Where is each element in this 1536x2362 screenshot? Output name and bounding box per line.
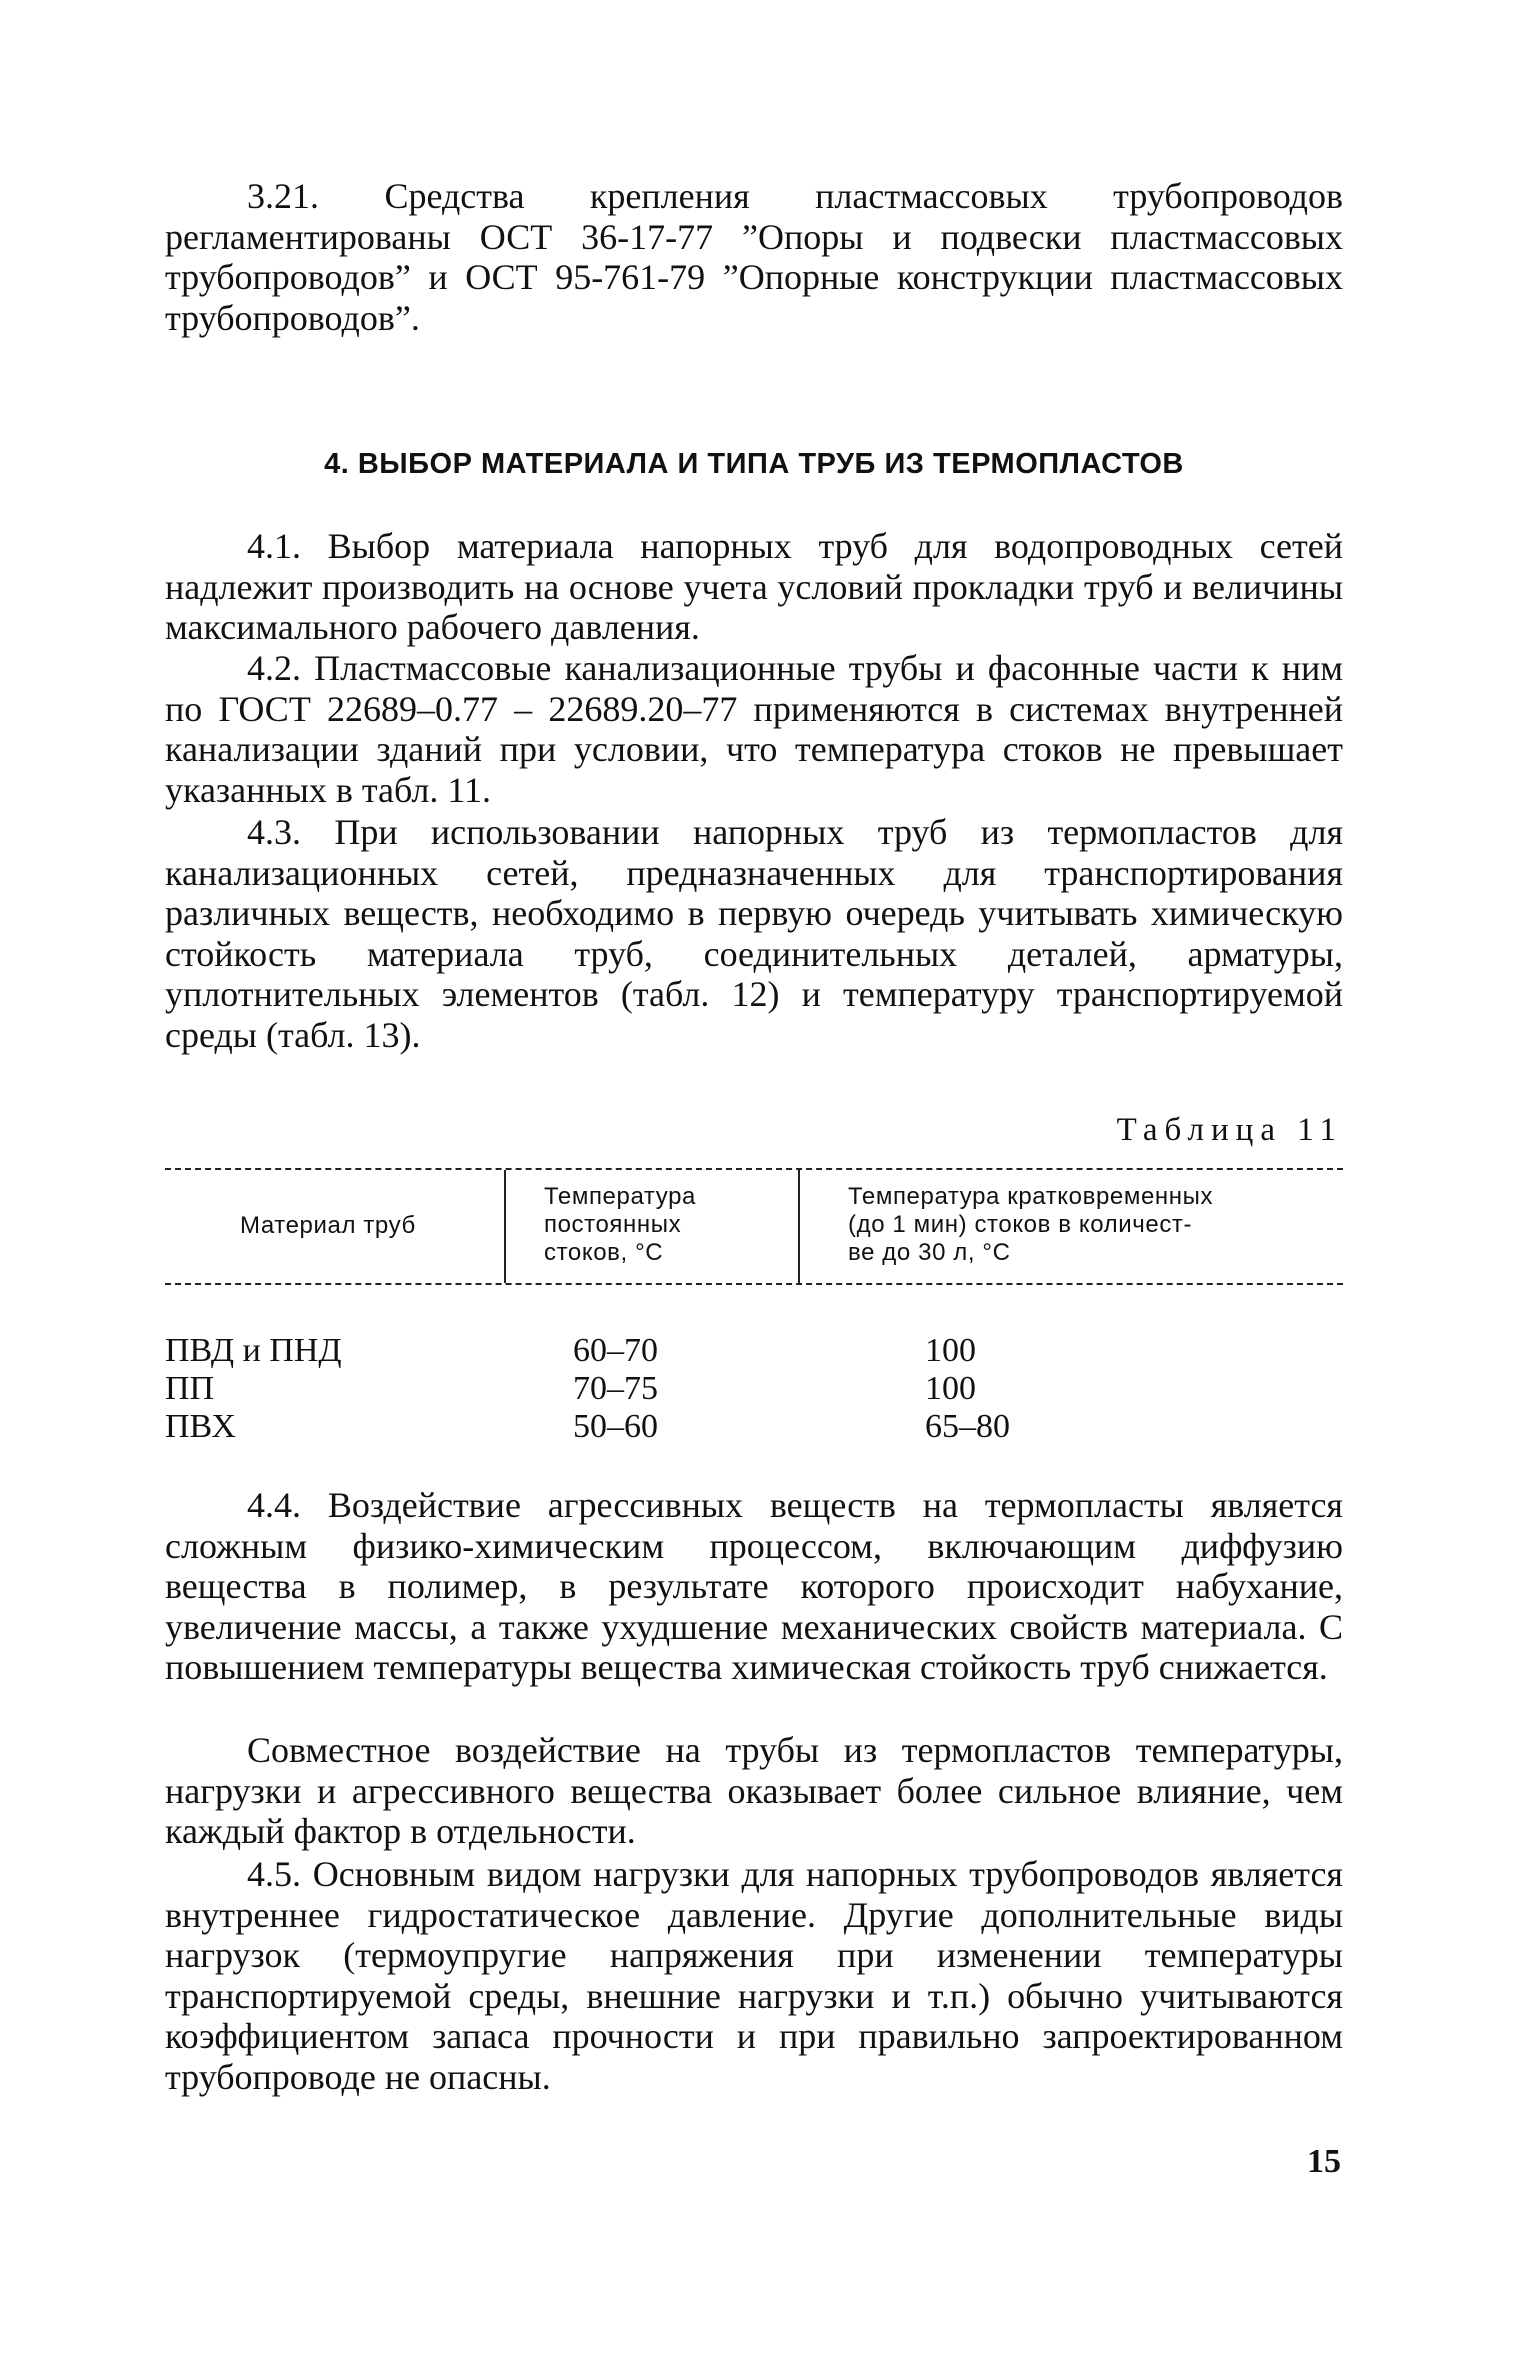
cell-material: ПВХ [165, 1408, 236, 1445]
cell-short: 100 [925, 1332, 976, 1369]
header-short-line3: ве до 30 л, °С [848, 1239, 1011, 1266]
table-divider-1 [504, 1170, 506, 1283]
cell-constant: 60–70 [573, 1332, 658, 1369]
page-number: 15 [1307, 2143, 1341, 2180]
header-short-line1: Температура кратковременных [848, 1183, 1214, 1210]
section-heading: 4. ВЫБОР МАТЕРИАЛА И ТИПА ТРУБ ИЗ ТЕРМОПЛАСТОВ [324, 448, 1184, 480]
header-constant-line3: стоков, °С [544, 1239, 664, 1266]
table-row [165, 1408, 1343, 1446]
header-constant-line2: постоянных [544, 1211, 682, 1238]
paragraph-3-21: 3.21. Средства крепления пластмассовых трубопроводов регламентированы ОСТ 36-17-77 ”Опоры и подвески пластмассовых трубопроводов” и ОСТ 95-761-79 ”Опорные конструкции пластмассовых трубопроводов”. [165, 176, 1343, 338]
table-header-rule [165, 1283, 1343, 1285]
cell-short: 65–80 [925, 1408, 1010, 1445]
cell-material: ПП [165, 1370, 215, 1407]
paragraph-4-5: 4.5. Основным видом нагрузки для напорных трубопроводов является внутреннее гидростатическое давление. Другие дополнительные виды нагрузок (термоупругие напряжения при изменении температуры транспортируемой среды, внешние нагрузки и т.п.) обычно учитываются коэффициентом запаса прочности и при правильно запроектированном трубопроводе не опасны. [165, 1854, 1343, 2097]
table-row [165, 1370, 1343, 1408]
table-row [165, 1332, 1343, 1370]
table-divider-2 [798, 1170, 800, 1283]
cell-constant: 70–75 [573, 1370, 658, 1407]
table-caption: Таблица 11 [1116, 1112, 1343, 1148]
paragraph-4-3: 4.3. При использовании напорных труб из термопластов для канализационных сетей, предназначенных для транспортирования различных веществ, необходимо в первую очередь учитывать химическую стойкость материала труб, соединительных деталей, арматуры, уплотнительных элементов (табл. 12) и температуру транспортируемой среды (табл. 13). [165, 812, 1343, 1055]
cell-constant: 50–60 [573, 1408, 658, 1445]
paragraph-4-4: 4.4. Воздействие агрессивных веществ на термопласты является сложным физико-химическим процессом, включающим диффузию вещества в полимер, в результате которого происходит набухание, увеличение массы, а также ухудшение механических свойств материала. С повышением температуры вещества химическая стойкость труб снижается. [165, 1485, 1343, 1687]
paragraph-4-1: 4.1. Выбор материала напорных труб для водопроводных сетей надлежит производить на основе учета условий прокладки труб и величины максимального рабочего давления. [165, 526, 1343, 647]
header-constant-line1: Температура [544, 1183, 696, 1210]
cell-material: ПВД и ПНД [165, 1332, 342, 1369]
table-top-rule [165, 1168, 1343, 1170]
cell-short: 100 [925, 1370, 976, 1407]
paragraph-4-2: 4.2. Пластмассовые канализационные трубы и фасонные части к ним по ГОСТ 22689–0.77 – 22689.20–77 применяются в системах внутренней канализации зданий при условии, что температура стоков не превышает указанных в табл. 11. [165, 648, 1343, 810]
header-material: Материал труб [240, 1212, 416, 1239]
paragraph-4-4-continued: Совместное воздействие на трубы из термопластов температуры, нагрузки и агрессивного вещества оказывает более сильное влияние, чем каждый фактор в отдельности. [165, 1730, 1343, 1851]
header-short-line2: (до 1 мин) стоков в количест- [848, 1211, 1193, 1238]
